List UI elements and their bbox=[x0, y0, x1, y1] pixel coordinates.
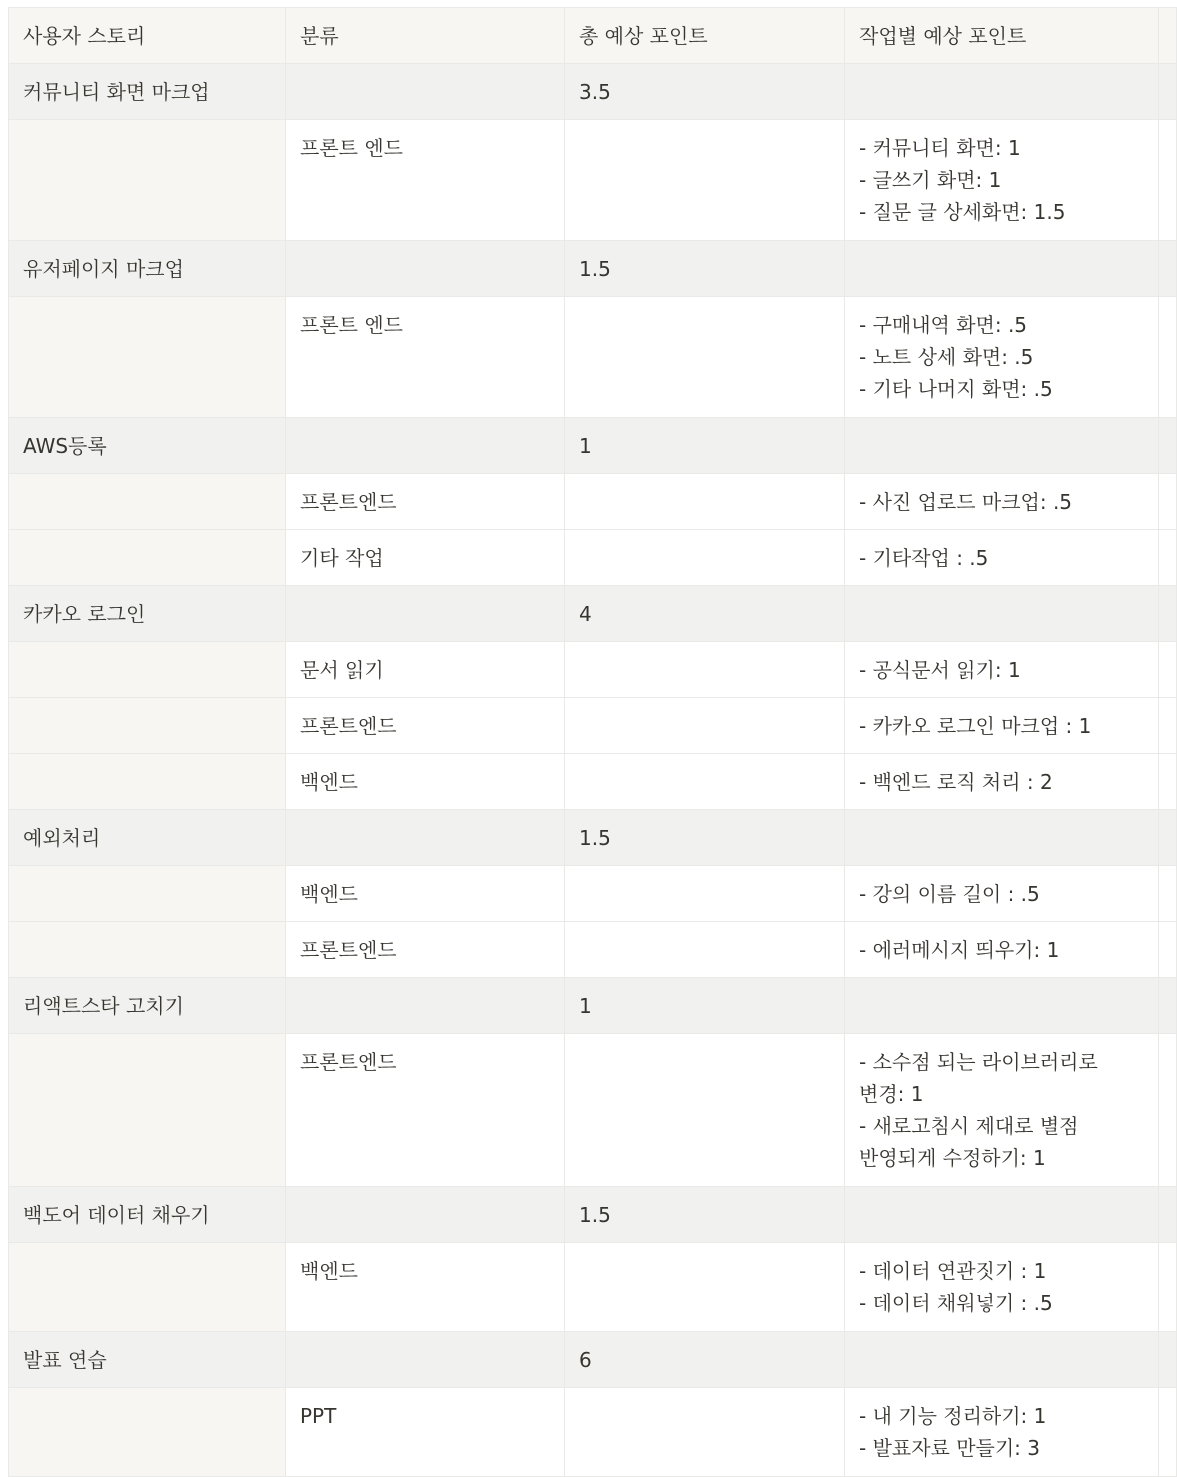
story-extra-cell[interactable] bbox=[1159, 64, 1177, 120]
task-estimate-line: - 내 기능 정리하기: 1 bbox=[859, 1404, 1047, 1428]
task-extra-cell[interactable] bbox=[1159, 474, 1177, 530]
story-total-points-cell[interactable]: 1.5 bbox=[565, 1187, 845, 1243]
task-estimate-line: - 백엔드 로직 처리 : 2 bbox=[859, 770, 1053, 794]
table-row-task bbox=[9, 866, 1177, 922]
story-extra-cell[interactable] bbox=[1159, 1187, 1177, 1243]
task-estimate-line: - 커뮤니티 화면: 1 bbox=[859, 136, 1021, 160]
table-row-task bbox=[9, 530, 1177, 586]
table-body bbox=[9, 64, 1177, 1477]
header-user-story[interactable]: 사용자 스토리 bbox=[9, 8, 286, 64]
story-extra-cell[interactable] bbox=[1159, 241, 1177, 297]
task-estimate-line: - 강의 이름 길이 : .5 bbox=[859, 882, 1040, 906]
task-estimate-line: - 소수점 되는 라이브러리로 변경: 1 bbox=[859, 1050, 1098, 1106]
task-estimates-cell[interactable] bbox=[845, 698, 1159, 754]
task-category-cell[interactable]: 백엔드 bbox=[286, 866, 565, 922]
story-task-points-cell[interactable] bbox=[845, 1332, 1159, 1388]
table-row-story bbox=[9, 64, 1177, 120]
task-category-cell[interactable]: 기타 작업 bbox=[286, 530, 565, 586]
story-extra-cell[interactable] bbox=[1159, 810, 1177, 866]
story-total-points-cell[interactable]: 1 bbox=[565, 418, 845, 474]
task-estimate-line: - 에러메시지 띄우기: 1 bbox=[859, 938, 1060, 962]
task-estimate-line: - 발표자료 만들기: 3 bbox=[859, 1436, 1040, 1460]
task-total-points-cell[interactable] bbox=[565, 866, 845, 922]
table-row-task bbox=[9, 642, 1177, 698]
story-category-cell[interactable] bbox=[286, 241, 565, 297]
story-name-cell[interactable]: 유저페이지 마크업 bbox=[9, 241, 286, 297]
task-extra-cell[interactable] bbox=[1159, 1243, 1177, 1332]
table-row-task bbox=[9, 474, 1177, 530]
task-estimates-cell[interactable] bbox=[845, 120, 1159, 241]
task-total-points-cell[interactable] bbox=[565, 297, 845, 418]
story-name-cell[interactable]: AWS등록 bbox=[9, 418, 286, 474]
task-estimate-line: - 공식문서 읽기: 1 bbox=[859, 658, 1021, 682]
story-task-points-cell[interactable] bbox=[845, 241, 1159, 297]
story-total-points-cell[interactable]: 4 bbox=[565, 586, 845, 642]
task-story-cell[interactable] bbox=[9, 474, 286, 530]
task-story-cell[interactable] bbox=[9, 120, 286, 241]
story-total-points-cell[interactable]: 3.5 bbox=[565, 64, 845, 120]
task-extra-cell[interactable] bbox=[1159, 642, 1177, 698]
task-story-cell[interactable] bbox=[9, 1243, 286, 1332]
story-task-points-cell[interactable] bbox=[845, 418, 1159, 474]
task-story-cell[interactable] bbox=[9, 1034, 286, 1187]
header-category[interactable]: 분류 bbox=[286, 8, 565, 64]
task-estimate-line: - 구매내역 화면: .5 bbox=[859, 313, 1028, 337]
table-row-story bbox=[9, 586, 1177, 642]
task-category-cell[interactable]: 문서 읽기 bbox=[286, 642, 565, 698]
task-category-cell[interactable]: 프론트엔드 bbox=[286, 474, 565, 530]
task-estimate-line: - 카카오 로그인 마크업 : 1 bbox=[859, 714, 1092, 738]
task-extra-cell[interactable] bbox=[1159, 922, 1177, 978]
task-story-cell[interactable] bbox=[9, 922, 286, 978]
table-row-task bbox=[9, 1388, 1177, 1477]
task-category-cell[interactable]: 백엔드 bbox=[286, 1243, 565, 1332]
task-total-points-cell[interactable] bbox=[565, 642, 845, 698]
task-category-cell[interactable]: 프론트 엔드 bbox=[286, 297, 565, 418]
task-estimate-line: - 사진 업로드 마크업: .5 bbox=[859, 490, 1073, 514]
task-estimates-cell[interactable] bbox=[845, 922, 1159, 978]
header-total-points[interactable]: 총 예상 포인트 bbox=[565, 8, 845, 64]
table-row-story bbox=[9, 1332, 1177, 1388]
story-category-cell[interactable] bbox=[286, 64, 565, 120]
task-total-points-cell[interactable] bbox=[565, 120, 845, 241]
task-estimate-line: - 새로고침시 제대로 별점 반영되게 수정하기: 1 bbox=[859, 1114, 1079, 1170]
task-category-cell[interactable]: 프론트엔드 bbox=[286, 922, 565, 978]
task-total-points-cell[interactable] bbox=[565, 1388, 845, 1477]
story-task-points-cell[interactable] bbox=[845, 1187, 1159, 1243]
task-story-cell[interactable] bbox=[9, 530, 286, 586]
story-category-cell[interactable] bbox=[286, 586, 565, 642]
task-estimate-line: - 기타작업 : .5 bbox=[859, 546, 989, 570]
story-category-cell[interactable] bbox=[286, 1332, 565, 1388]
story-task-points-cell[interactable] bbox=[845, 586, 1159, 642]
table-row-task bbox=[9, 297, 1177, 418]
story-total-points-cell[interactable]: 1.5 bbox=[565, 241, 845, 297]
story-total-points-cell[interactable]: 1.5 bbox=[565, 810, 845, 866]
task-story-cell[interactable] bbox=[9, 297, 286, 418]
story-task-points-cell[interactable] bbox=[845, 810, 1159, 866]
task-extra-cell[interactable] bbox=[1159, 1034, 1177, 1187]
task-estimates-cell[interactable] bbox=[845, 642, 1159, 698]
table-row-story bbox=[9, 1187, 1177, 1243]
task-estimates-cell[interactable] bbox=[845, 530, 1159, 586]
task-category-cell[interactable]: 프론트 엔드 bbox=[286, 120, 565, 241]
task-extra-cell[interactable] bbox=[1159, 866, 1177, 922]
task-story-cell[interactable] bbox=[9, 1388, 286, 1477]
task-extra-cell[interactable] bbox=[1159, 754, 1177, 810]
story-name-cell[interactable]: 예외처리 bbox=[9, 810, 286, 866]
task-estimates-cell[interactable] bbox=[845, 1243, 1159, 1332]
story-extra-cell[interactable] bbox=[1159, 586, 1177, 642]
story-name-cell[interactable]: 발표 연습 bbox=[9, 1332, 286, 1388]
task-estimate-line: - 노트 상세 화면: .5 bbox=[859, 345, 1034, 369]
story-points-table bbox=[8, 7, 1177, 1477]
task-story-cell[interactable] bbox=[9, 642, 286, 698]
header-extra-column[interactable] bbox=[1159, 8, 1177, 64]
story-name-cell[interactable]: 리액트스타 고치기 bbox=[9, 978, 286, 1034]
task-category-cell[interactable]: 프론트엔드 bbox=[286, 698, 565, 754]
task-total-points-cell[interactable] bbox=[565, 922, 845, 978]
task-story-cell[interactable] bbox=[9, 866, 286, 922]
table-row-story bbox=[9, 810, 1177, 866]
task-story-cell[interactable] bbox=[9, 754, 286, 810]
header-task-points[interactable]: 작업별 예상 포인트 bbox=[845, 8, 1159, 64]
task-category-cell[interactable]: 백엔드 bbox=[286, 754, 565, 810]
task-total-points-cell[interactable] bbox=[565, 754, 845, 810]
task-extra-cell[interactable] bbox=[1159, 120, 1177, 241]
story-task-points-cell[interactable] bbox=[845, 978, 1159, 1034]
task-estimate-line: - 데이터 연관짓기 : 1 bbox=[859, 1259, 1047, 1283]
table-row-task bbox=[9, 922, 1177, 978]
story-task-points-cell[interactable] bbox=[845, 64, 1159, 120]
table-header-row bbox=[9, 8, 1177, 64]
task-estimates-cell[interactable] bbox=[845, 297, 1159, 418]
story-name-cell[interactable]: 커뮤니티 화면 마크업 bbox=[9, 64, 286, 120]
task-estimates-cell[interactable] bbox=[845, 474, 1159, 530]
task-estimates-cell[interactable] bbox=[845, 1034, 1159, 1187]
story-category-cell[interactable] bbox=[286, 810, 565, 866]
task-extra-cell[interactable] bbox=[1159, 530, 1177, 586]
task-total-points-cell[interactable] bbox=[565, 1034, 845, 1187]
task-total-points-cell[interactable] bbox=[565, 474, 845, 530]
table-row-story bbox=[9, 978, 1177, 1034]
task-story-cell[interactable] bbox=[9, 698, 286, 754]
story-total-points-cell[interactable]: 1 bbox=[565, 978, 845, 1034]
task-category-cell[interactable]: PPT bbox=[286, 1388, 565, 1477]
story-category-cell[interactable] bbox=[286, 978, 565, 1034]
story-name-cell[interactable]: 카카오 로그인 bbox=[9, 586, 286, 642]
table-row-story bbox=[9, 418, 1177, 474]
story-extra-cell[interactable] bbox=[1159, 1332, 1177, 1388]
task-estimates-cell[interactable] bbox=[845, 1388, 1159, 1477]
task-extra-cell[interactable] bbox=[1159, 297, 1177, 418]
task-category-cell[interactable]: 프론트엔드 bbox=[286, 1034, 565, 1187]
task-estimate-line: - 글쓰기 화면: 1 bbox=[859, 168, 1002, 192]
table-row-task bbox=[9, 120, 1177, 241]
task-estimate-line: - 기타 나머지 화면: .5 bbox=[859, 377, 1053, 401]
task-estimate-line: - 데이터 채워넣기 : .5 bbox=[859, 1291, 1053, 1315]
task-extra-cell[interactable] bbox=[1159, 1388, 1177, 1477]
task-extra-cell[interactable] bbox=[1159, 698, 1177, 754]
table-row-task bbox=[9, 754, 1177, 810]
story-name-cell[interactable]: 백도어 데이터 채우기 bbox=[9, 1187, 286, 1243]
table-row-task bbox=[9, 1243, 1177, 1332]
table-row-task bbox=[9, 698, 1177, 754]
story-extra-cell[interactable] bbox=[1159, 978, 1177, 1034]
task-total-points-cell[interactable] bbox=[565, 698, 845, 754]
task-total-points-cell[interactable] bbox=[565, 1243, 845, 1332]
story-category-cell[interactable] bbox=[286, 418, 565, 474]
table-row-task bbox=[9, 1034, 1177, 1187]
story-extra-cell[interactable] bbox=[1159, 418, 1177, 474]
task-total-points-cell[interactable] bbox=[565, 530, 845, 586]
task-estimate-line: - 질문 글 상세화면: 1.5 bbox=[859, 200, 1066, 224]
story-category-cell[interactable] bbox=[286, 1187, 565, 1243]
task-estimates-cell[interactable] bbox=[845, 866, 1159, 922]
table-row-story bbox=[9, 241, 1177, 297]
story-total-points-cell[interactable]: 6 bbox=[565, 1332, 845, 1388]
task-estimates-cell[interactable] bbox=[845, 754, 1159, 810]
